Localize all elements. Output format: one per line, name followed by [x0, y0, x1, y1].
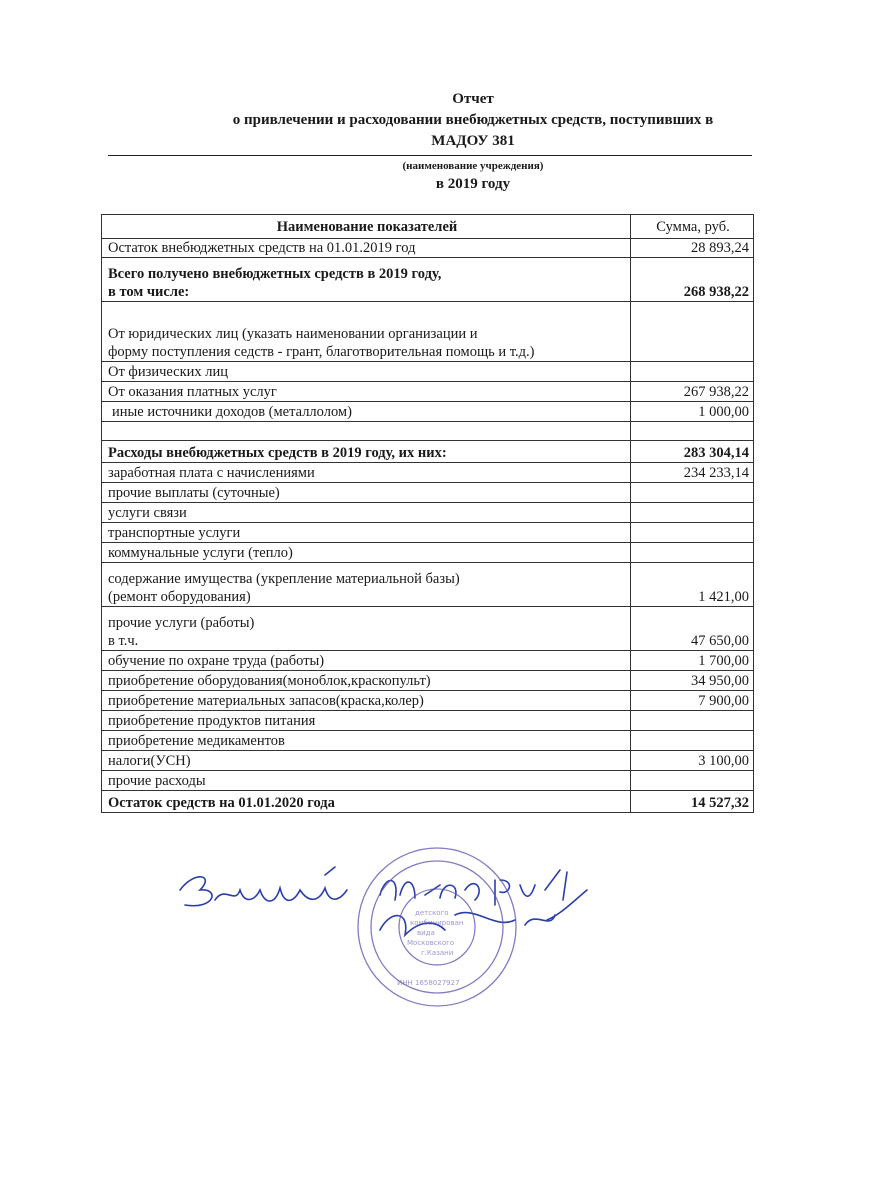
row-label	[102, 523, 631, 543]
row-amount	[631, 483, 754, 503]
row-label-line: Расходы внебюджетных средств в 2019 году, их них:	[108, 445, 447, 461]
row-amount: 1 700,00	[631, 651, 754, 671]
row-label	[102, 362, 631, 382]
row-label-line: коммунальные услуги (тепло)	[108, 545, 293, 561]
table-row	[102, 607, 754, 651]
table-row	[102, 711, 754, 731]
table-row	[102, 503, 754, 523]
row-amount	[631, 422, 754, 441]
table-row	[102, 258, 754, 302]
row-amount: 28 893,24	[631, 239, 754, 258]
table-header-row	[102, 215, 754, 239]
row-amount: 14 527,32	[631, 791, 754, 813]
table-row	[102, 731, 754, 751]
svg-text:комбинирован: комбинирован	[410, 919, 464, 927]
col-header-name: Наименование показателей	[102, 215, 631, 239]
institution-underline	[108, 155, 752, 156]
table-row	[102, 362, 754, 382]
row-amount: 267 938,22	[631, 382, 754, 402]
institution-name: МАДОУ 381	[431, 133, 515, 149]
table-row	[102, 483, 754, 503]
row-amount	[631, 362, 754, 382]
table-row	[102, 302, 754, 362]
table-row	[102, 523, 754, 543]
row-label-line: (ремонт оборудования)	[108, 589, 251, 605]
row-label	[102, 441, 631, 463]
row-amount: 34 950,00	[631, 671, 754, 691]
table-row	[102, 239, 754, 258]
row-label	[102, 771, 631, 791]
svg-text:г.Казани: г.Казани	[421, 949, 454, 957]
report-title: Отчет	[452, 91, 494, 107]
row-amount	[631, 543, 754, 563]
row-label-line: транспортные услуги	[108, 525, 241, 541]
row-amount	[631, 503, 754, 523]
row-label-line: иные источники доходов (металлолом)	[112, 404, 352, 420]
row-label-line: в т.ч.	[108, 633, 139, 649]
report-table	[101, 214, 754, 813]
row-amount: 1 421,00	[631, 563, 754, 607]
report-year: в 2019 году	[435, 176, 511, 192]
institution-caption: (наименование учреждения)	[402, 160, 544, 172]
row-label	[102, 239, 631, 258]
table-row	[102, 402, 754, 422]
row-label	[102, 711, 631, 731]
row-label	[102, 543, 631, 563]
table-row	[102, 771, 754, 791]
table-row	[102, 463, 754, 483]
row-label	[102, 671, 631, 691]
row-label	[102, 607, 631, 651]
official-stamp	[355, 845, 520, 1010]
row-label-line: приобретение материальных запасов(краска,колер)	[108, 693, 424, 709]
svg-text:вида: вида	[417, 929, 435, 937]
row-amount: 1 000,00	[631, 402, 754, 422]
row-amount: 234 233,14	[631, 463, 754, 483]
row-label	[102, 691, 631, 711]
row-amount: 47 650,00	[631, 607, 754, 651]
row-label-line: услуги связи	[108, 505, 187, 521]
row-amount	[631, 302, 754, 362]
row-label	[102, 402, 631, 422]
table-row	[102, 441, 754, 463]
table-row	[102, 382, 754, 402]
table-row	[102, 422, 754, 441]
table-row	[102, 751, 754, 771]
row-amount	[631, 711, 754, 731]
svg-text:ИНН 1658027927: ИНН 1658027927	[397, 979, 460, 987]
table-row	[102, 791, 754, 813]
row-label	[102, 422, 631, 441]
row-label-line: От физических лиц	[108, 364, 229, 380]
row-label-line: приобретение медикаментов	[108, 733, 285, 749]
row-label	[102, 382, 631, 402]
row-label-line: форму поступления седств - грант, благотворительная помощь и т.д.)	[108, 344, 535, 360]
table-row	[102, 651, 754, 671]
row-amount: 3 100,00	[631, 751, 754, 771]
row-label-line: заработная плата с начислениями	[108, 465, 315, 481]
row-label	[102, 302, 631, 362]
table-row	[102, 671, 754, 691]
table-row	[102, 563, 754, 607]
row-label-line: От юридических лиц (указать наименовании организации и	[108, 326, 478, 342]
row-label-line: прочие расходы	[108, 773, 206, 789]
row-label	[102, 731, 631, 751]
svg-text:Московского: Московского	[407, 939, 455, 947]
row-label	[102, 258, 631, 302]
row-amount: 283 304,14	[631, 441, 754, 463]
row-label-line: приобретение оборудования(моноблок,краскопульт)	[108, 673, 431, 689]
row-label	[102, 791, 631, 813]
row-label-line: содержание имущества (укрепление материальной базы)	[108, 571, 460, 587]
row-label-line	[108, 422, 626, 440]
row-label-line: прочие услуги (работы)	[108, 615, 255, 631]
svg-text:детского: детского	[415, 909, 449, 917]
row-label-line: в том числе:	[108, 284, 190, 300]
row-label	[102, 503, 631, 523]
row-label-line: прочие выплаты (суточные)	[108, 485, 280, 501]
row-label	[102, 563, 631, 607]
row-amount	[631, 731, 754, 751]
row-label-line: Всего получено внебюджетных средств в 2019 году,	[108, 266, 442, 282]
col-header-sum: Сумма, руб.	[631, 215, 754, 239]
row-amount	[631, 523, 754, 543]
row-amount: 7 900,00	[631, 691, 754, 711]
row-label-line: От оказания платных услуг	[108, 384, 277, 400]
row-amount	[631, 771, 754, 791]
row-label-line	[108, 307, 626, 325]
row-label-line: Остаток средств на 01.01.2020 года	[108, 795, 335, 811]
table-row	[102, 543, 754, 563]
row-label-line: Остаток внебюджетных средств на 01.01.2019 год	[108, 240, 416, 256]
row-label-line: приобретение продуктов питания	[108, 713, 316, 729]
row-amount: 268 938,22	[631, 258, 754, 302]
row-label	[102, 463, 631, 483]
table-row	[102, 691, 754, 711]
row-label	[102, 751, 631, 771]
report-subtitle: о привлечении и расходовании внебюджетных средств, поступивших в	[232, 112, 714, 128]
row-label	[102, 483, 631, 503]
row-label	[102, 651, 631, 671]
row-label-line: обучение по охране труда (работы)	[108, 653, 325, 669]
row-label-line: налоги(УСН)	[108, 753, 191, 769]
